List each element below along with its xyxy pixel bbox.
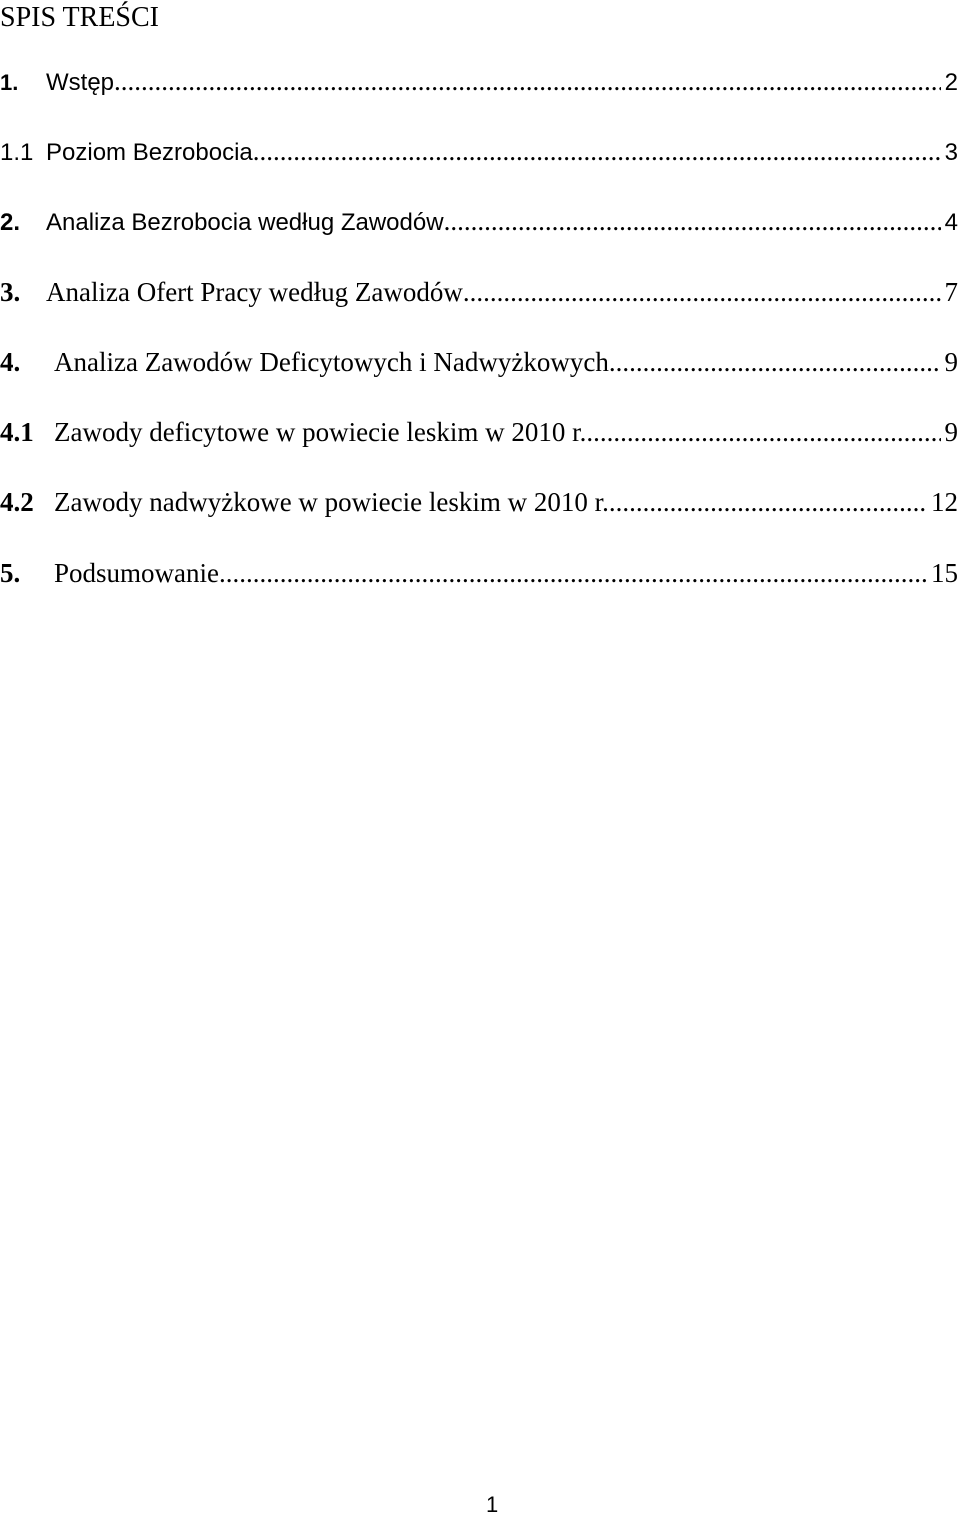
toc-entry-4[interactable] <box>0 345 958 379</box>
toc-dot-leader <box>463 275 941 309</box>
toc-entry-label: Analiza Ofert Pracy według Zawodów <box>46 277 463 307</box>
toc-entry-number: 4.2 <box>0 487 34 517</box>
toc-dot-leader <box>253 134 941 168</box>
toc-entry-number: 4. <box>0 347 21 377</box>
toc-entry-label: Analiza Zawodów Deficytowych i Nadwyżkowych <box>54 347 609 377</box>
toc-dot-leader <box>609 485 927 519</box>
toc-dot-leader <box>114 64 941 98</box>
toc-entry-label: Zawody nadwyżkowe w powiecie leskim w 2010 r. <box>54 487 609 517</box>
toc-entry-number: 1.1 <box>0 139 34 166</box>
toc-entry-page: 2 <box>944 69 958 96</box>
toc-entry-4-2[interactable] <box>0 485 958 519</box>
toc-entry-label: Podsumowanie <box>54 558 219 588</box>
toc-entry-label: Wstęp <box>46 69 115 96</box>
toc-entry-4-1[interactable] <box>0 415 958 449</box>
toc-entry-page: 15 <box>931 558 958 588</box>
toc-title: SPIS TREŚCI <box>0 2 159 33</box>
toc-entry-page: 12 <box>931 487 958 517</box>
toc-entry-page: 7 <box>944 277 958 307</box>
toc-entry-number: 1. <box>0 70 19 95</box>
toc-entry-1-1[interactable] <box>0 134 958 168</box>
toc-entry-page: 9 <box>944 417 958 447</box>
toc-entry-page: 9 <box>944 347 958 377</box>
toc-entry-label: Analiza Bezrobocia według Zawodów <box>46 209 444 236</box>
toc-entry-label: Poziom Bezrobocia <box>46 139 253 166</box>
toc-entry-3[interactable] <box>0 275 958 309</box>
toc-dot-leader <box>444 204 941 238</box>
toc-dot-leader <box>609 345 941 379</box>
toc-entry-5[interactable] <box>0 556 958 590</box>
toc-entry-2[interactable] <box>0 204 958 238</box>
toc-entry-1[interactable] <box>0 64 958 98</box>
toc-entry-page: 4 <box>944 209 958 236</box>
toc-entry-number: 2. <box>0 209 21 236</box>
toc-entry-page: 3 <box>944 139 958 166</box>
toc-entry-number: 4.1 <box>0 417 34 447</box>
toc-dot-leader <box>586 415 940 449</box>
page-number: 1 <box>486 1492 499 1517</box>
toc-entry-number: 3. <box>0 277 21 307</box>
toc-entry-number: 5. <box>0 558 21 588</box>
toc-dot-leader <box>219 556 927 590</box>
toc-entry-label: Zawody deficytowe w powiecie leskim w 2010 r. <box>54 417 587 447</box>
